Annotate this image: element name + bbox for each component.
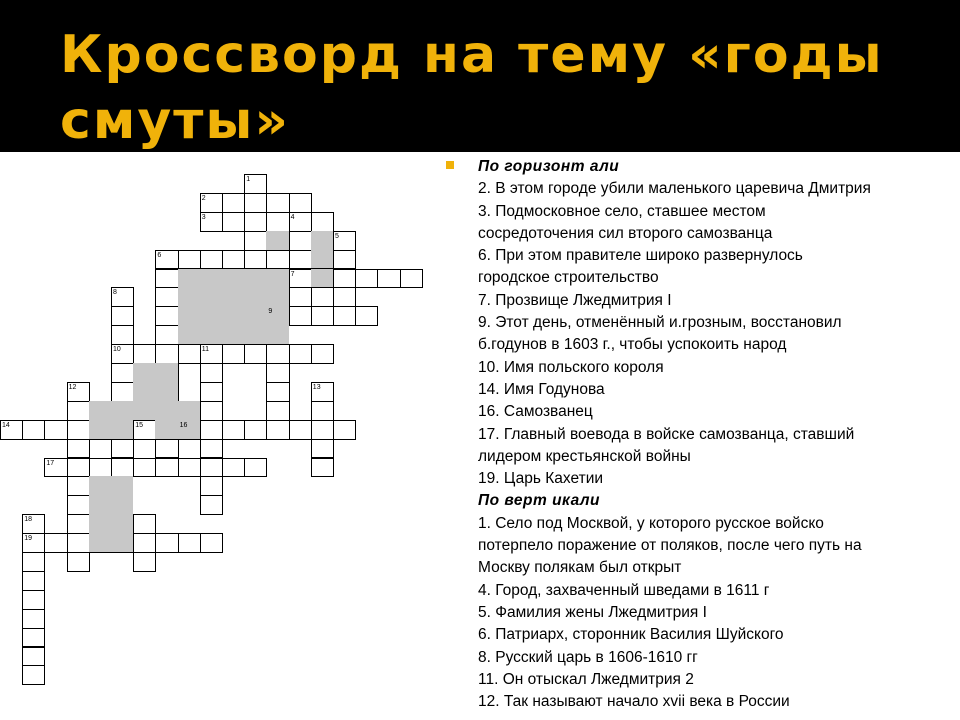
crossword-cell[interactable] [244,458,267,478]
crossword-cell[interactable] [289,193,312,213]
crossword-cell[interactable] [311,458,334,478]
crossword-cell[interactable] [244,344,267,364]
crossword-cell[interactable] [200,495,223,515]
crossword-cell[interactable] [67,495,90,515]
crossword-cell[interactable] [266,344,289,364]
crossword-cell[interactable] [244,250,267,270]
crossword-cell[interactable] [200,401,223,421]
crossword-cell[interactable] [200,439,223,459]
crossword-cell[interactable] [133,458,156,478]
crossword-cell[interactable] [200,382,223,402]
grid-shade [90,402,133,439]
crossword-cell[interactable] [67,401,90,421]
cell-number: 9 [268,308,273,316]
crossword-cell[interactable] [22,628,45,648]
crossword-cell[interactable] [266,212,289,232]
crossword-cell[interactable] [89,458,112,478]
cell-number: 5 [335,232,339,240]
crossword-cell[interactable] [311,344,334,364]
crossword-cell[interactable] [333,306,356,326]
crossword-cell[interactable] [178,458,201,478]
vertical-clues [446,513,958,714]
crossword-cell[interactable] [222,250,245,270]
crossword-cell[interactable] [155,533,178,553]
crossword-cell[interactable] [311,401,334,421]
crossword-cell[interactable] [67,476,90,496]
crossword-cell[interactable] [22,609,45,629]
clue-line: городское строительство [478,269,659,287]
grid-shade [134,364,177,401]
crossword-cell[interactable] [133,552,156,572]
crossword-cell[interactable] [111,458,134,478]
grid-shade [90,477,133,552]
bullet-icon [446,161,454,169]
crossword-cell[interactable] [222,420,245,440]
crossword-cell[interactable] [133,344,156,364]
crossword-cell[interactable] [244,212,267,232]
clue-line: 17. Главный воевода в войске самозванца, ставший [478,425,855,443]
crossword-cell[interactable] [266,250,289,270]
vertical-heading: По верт икали [478,492,601,510]
crossword-cell[interactable] [222,458,245,478]
crossword-cell[interactable] [22,552,45,572]
crossword-cell[interactable] [155,306,178,326]
crossword-cell[interactable] [244,231,267,251]
horizontal-heading: По горизонт али [478,158,620,175]
crossword-cell[interactable] [244,420,267,440]
crossword-cell[interactable] [67,458,90,478]
crossword-cell[interactable] [266,193,289,213]
crossword-cell[interactable] [333,269,356,289]
crossword-cell[interactable] [289,306,312,326]
cell-number: 7 [290,270,295,278]
clue-line: 3. Подмосковное село, ставшее местом [478,202,766,220]
cell-number: 15 [135,421,143,429]
crossword-cell[interactable] [200,363,223,383]
crossword-cell[interactable] [244,193,267,213]
clue-line: 6. Патриарх, сторонник Василия Шуйского [478,626,784,644]
page-title: Кроссворд на тему «годы смуты» [60,25,884,151]
grid-shade [134,402,155,420]
clue-line: 6. При этом правителе широко развернулось [478,247,803,265]
clue-line: 1. Село под Москвой, у которого русское войско [478,514,824,532]
grid-shade [312,232,333,269]
crossword-cell[interactable] [155,325,178,345]
crossword-cell[interactable] [311,212,334,232]
crossword-cell[interactable] [111,363,134,383]
cell-number: 12 [68,383,77,391]
crossword-cell[interactable] [155,287,178,307]
crossword-cell[interactable] [266,420,289,440]
clue-line: б.годунов в 1603 г., чтобы успокоить народ [478,336,787,354]
crossword-cell[interactable] [311,420,334,440]
cell-number: 17 [46,459,55,467]
crossword-cell[interactable] [200,476,223,496]
clue-line: 11. Он отыскал Лжедмитрия 2 [478,670,694,688]
crossword-cell[interactable] [222,344,245,364]
clue-line: лидером крестьянской войны [478,447,691,465]
clue-line: 16. Самозванец [478,403,593,421]
crossword-cell[interactable] [266,401,289,421]
crossword-cell[interactable] [400,269,423,289]
crossword-cell[interactable] [22,420,45,440]
crossword-cell[interactable] [289,231,312,251]
crossword-cell[interactable] [333,287,356,307]
crossword-cell[interactable] [200,458,223,478]
cell-number: 2 [201,194,206,202]
clues-panel [446,156,958,713]
crossword-cell[interactable] [333,420,356,440]
crossword-cell[interactable] [67,533,90,553]
crossword-cell[interactable] [200,250,223,270]
crossword-cell[interactable] [289,287,312,307]
cell-number: 1 [246,176,251,183]
cell-number: 10 [113,346,121,354]
crossword-cell[interactable] [311,439,334,459]
cell-number: 3 [201,213,206,221]
grid-shade [312,270,333,288]
crossword-cell[interactable] [22,590,45,610]
crossword-cell[interactable] [178,344,201,364]
crossword-cell[interactable] [377,269,400,289]
clue-line: 2. В этом городе убили маленького царевича Дмитрия [478,180,871,198]
clue-line: 14. Имя Годунова [478,380,605,398]
crossword-cell[interactable] [133,533,156,553]
grid-shade [267,232,288,250]
crossword-cell[interactable] [155,458,178,478]
crossword-cell[interactable] [311,306,334,326]
cell-number: 13 [312,383,321,391]
crossword-cell[interactable] [200,420,223,440]
horizontal-clues [446,178,958,490]
crossword-cell[interactable] [22,647,45,667]
crossword-cell[interactable] [289,344,312,364]
clue-line: 10. Имя польского короля [478,358,664,376]
clue-line: Москву полякам был открыт [478,559,682,577]
crossword-cell[interactable] [111,325,134,345]
cell-number: 6 [157,251,162,259]
crossword-cell[interactable] [266,382,289,402]
cell-number: 16 [179,421,188,429]
crossword-cell[interactable] [200,533,223,553]
crossword-cell[interactable] [355,306,378,326]
cell-number: 11 [201,346,210,354]
cell-number: 14 [2,421,10,429]
crossword-cell[interactable] [44,420,67,440]
clue-line: 5. Фамилия жены Лжедмитрия I [478,603,707,621]
grid-shade [156,402,199,439]
cell-number: 8 [113,289,117,297]
clue-line: 9. Этот день, отменённый и.грозным, восстановил [478,314,842,332]
crossword-cell[interactable] [266,363,289,383]
crossword-cell[interactable] [289,250,312,270]
crossword-cell[interactable] [111,306,134,326]
crossword-cell[interactable] [178,533,201,553]
clue-line: сосредоточения сил второго самозванца [478,224,773,242]
crossword-cell[interactable] [67,552,90,572]
crossword-cell[interactable] [289,420,312,440]
clue-line: 19. Царь Кахетии [478,470,604,488]
cell-number: 18 [24,516,32,524]
clue-line: 4. Город, захваченный шведами в 1611 г [478,581,770,599]
crossword-cell[interactable] [222,212,245,232]
clue-line: 8. Русский царь в 1606-1610 гг [478,648,698,666]
crossword-cell[interactable] [333,250,356,270]
crossword-cell[interactable] [67,439,90,459]
grid-shade [179,270,289,345]
clue-line: потерпело поражение от поляков, после чего путь на [478,537,862,555]
clue-line: 7. Прозвище Лжедмитрия I [478,291,672,309]
crossword-cell[interactable] [178,250,201,270]
crossword-cell[interactable] [355,269,378,289]
cell-number: 4 [290,213,295,221]
crossword-cell[interactable] [133,514,156,534]
crossword-cell[interactable] [67,420,90,440]
crossword-cell[interactable] [44,533,67,553]
crossword-cell[interactable] [222,193,245,213]
crossword-cell[interactable] [111,382,134,402]
crossword-cell[interactable] [155,439,178,459]
crossword-cell[interactable] [155,269,178,289]
crossword-cell[interactable] [22,665,45,685]
crossword-cell[interactable] [155,344,178,364]
crossword-cell[interactable] [22,571,45,591]
clue-line: 12. Так называют начало xvii века в России [478,693,790,711]
crossword-cell[interactable] [67,514,90,534]
crossword-cell[interactable] [111,439,134,459]
cell-number: 19 [24,535,32,543]
